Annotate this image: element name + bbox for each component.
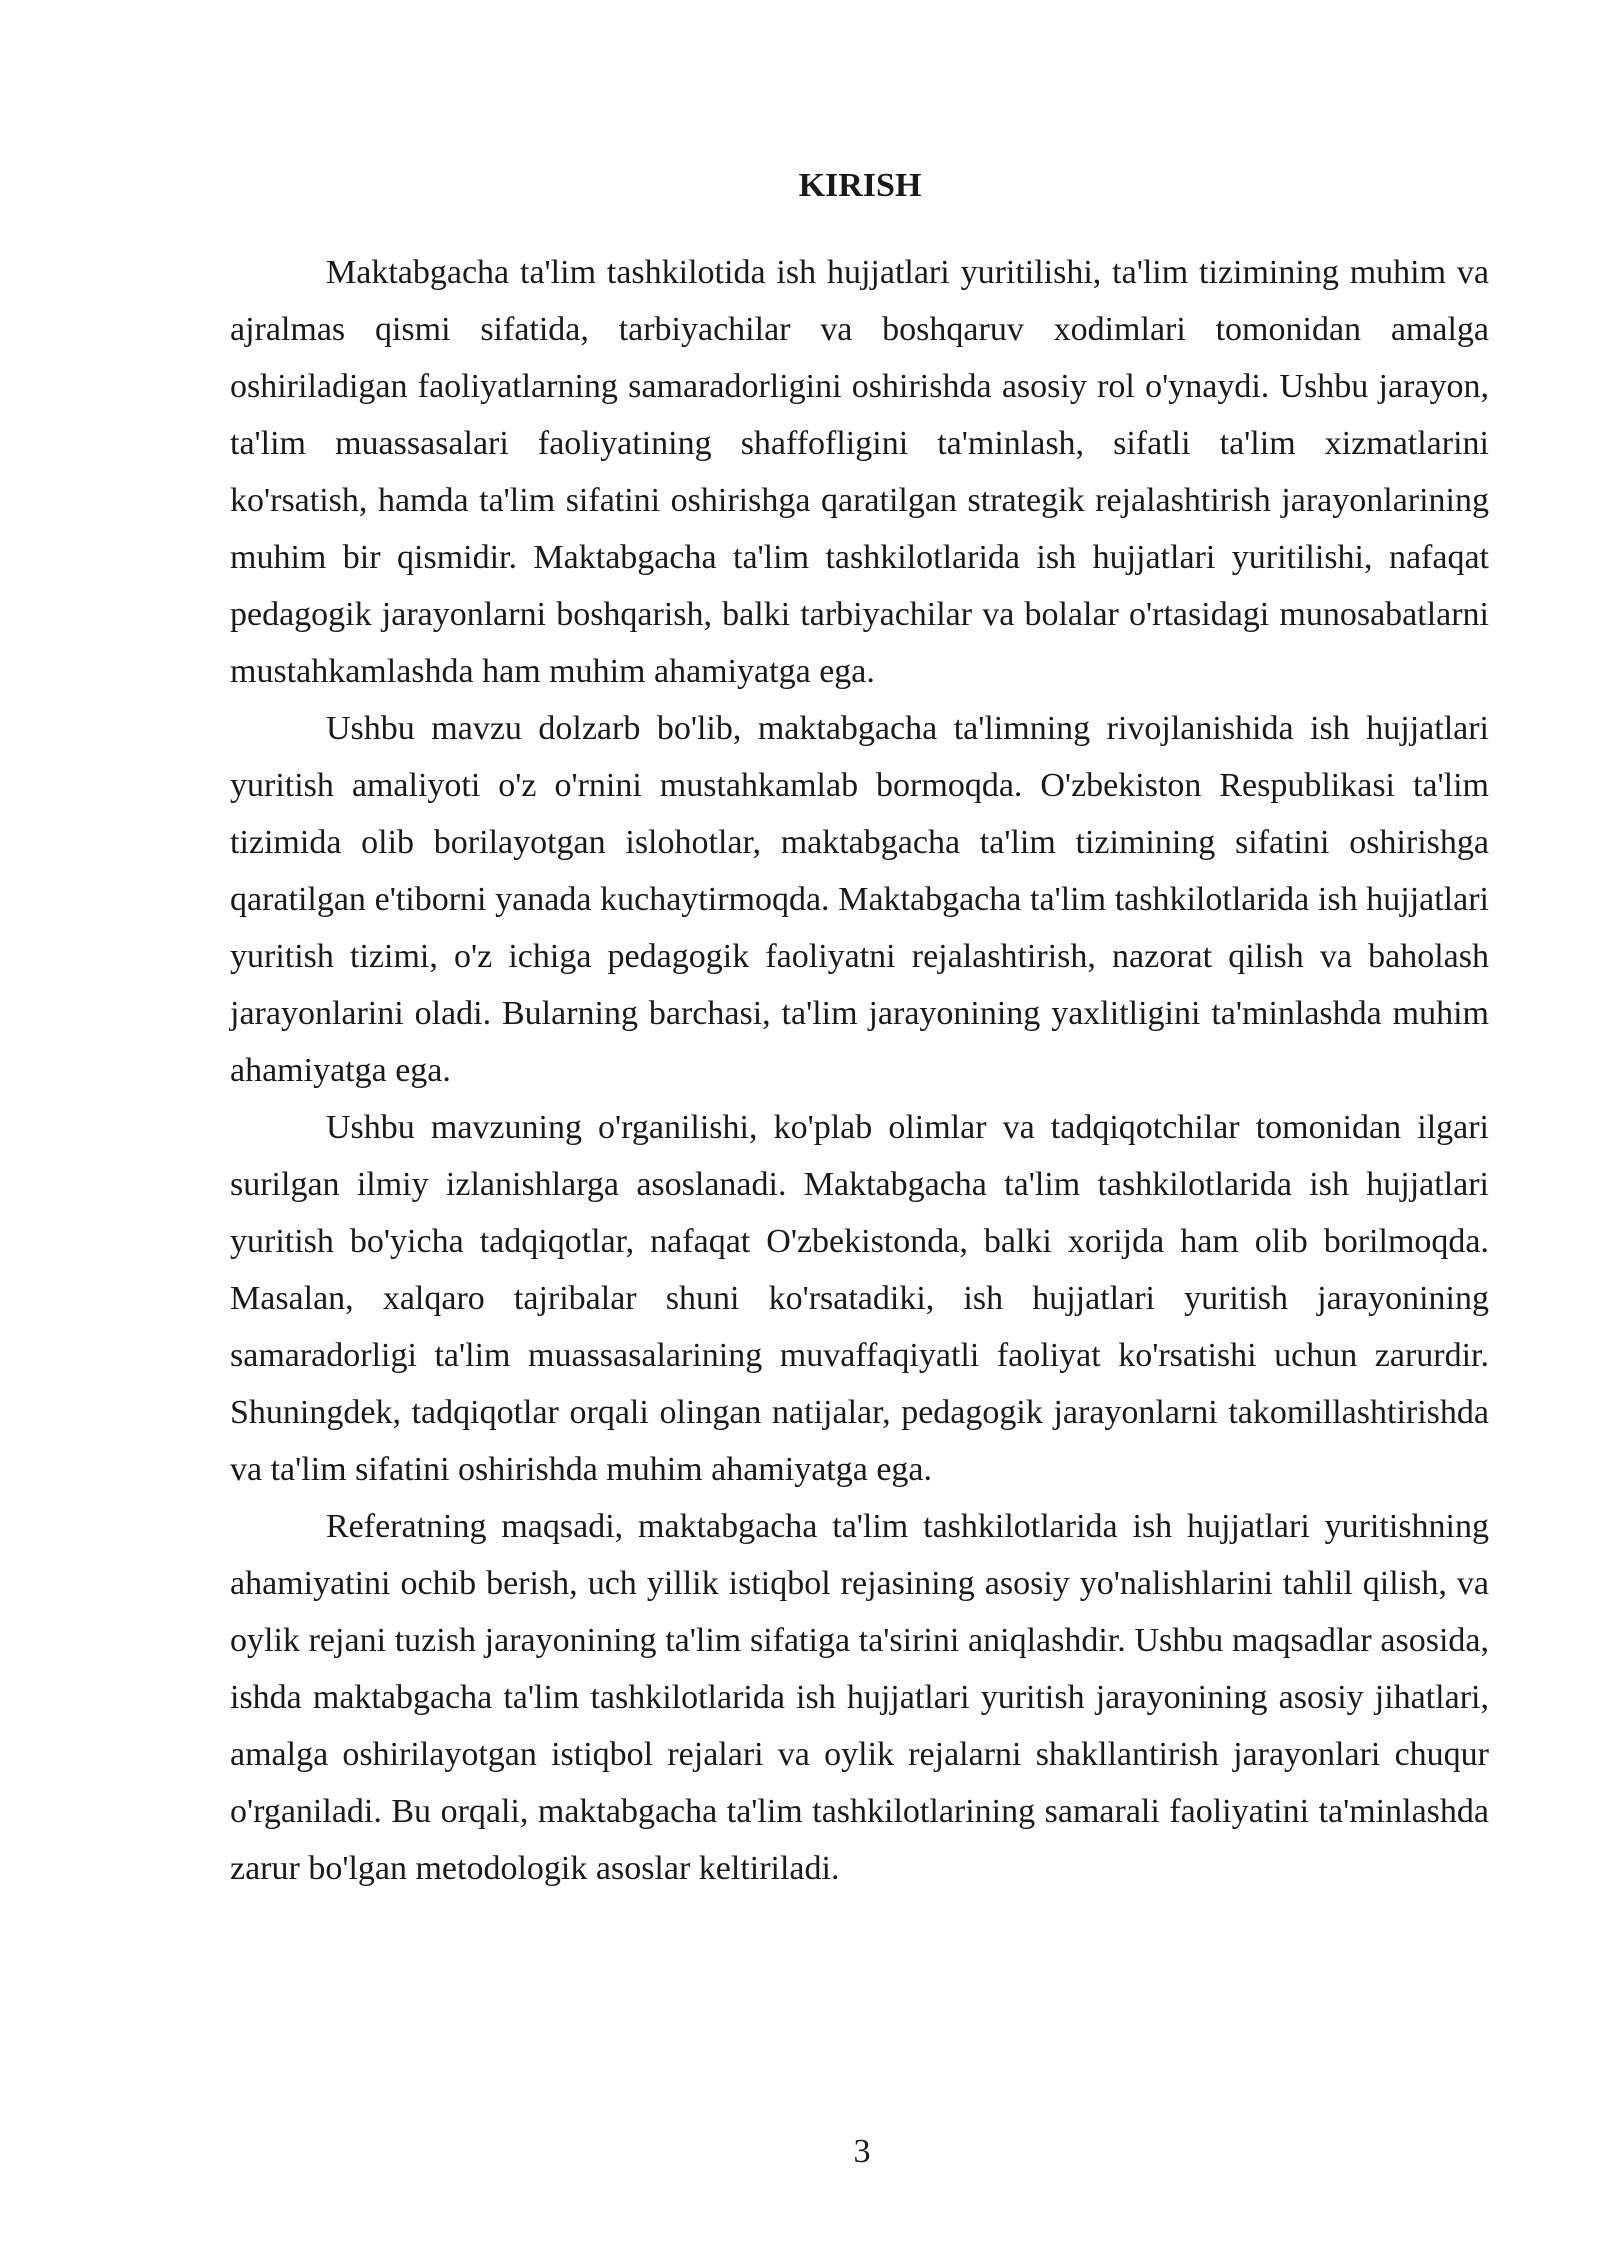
paragraph-1: Maktabgacha ta'lim tashkilotida ish hujjatlari yuritilishi, ta'lim tizimining muhim va ajralmas qismi sifatida, tarbiyachilar va boshqaruv xodimlari tomonidan amalga oshiriladigan faoliyatlarning samaradorligini oshirishda asosiy rol o'ynaydi. Ushbu jarayon, ta'lim muassasalari faoliyatining shaffofligini ta'minlash, sifatli ta'lim xizmatlarini ko'rsatish, hamda ta'lim sifatini oshirishga qaratilgan strategik rejalashtirish jarayonlarining muhim bir qismidir. Maktabgacha ta'lim tashkilotlarida ish hujjatlari yuritilishi, nafaqat pedagogik jarayonlarni boshqarish, balki tarbiyachilar va bolalar o'rtasidagi munosabatlarni mustahkamlashda ham muhim ahamiyatga ega. [230, 254, 1489, 690]
page-title: KIRISH [798, 167, 922, 204]
paragraph-4: Referatning maqsadi, maktabgacha ta'lim tashkilotlarida ish hujjatlari yuritishning ahamiyatini ochib berish, uch yillik istiqbol rejasining asosiy yo'nalishlarini tahlil qilish, va oylik rejani tuzish jarayonining ta'lim sifatiga ta'sirini aniqlashdir. Ushbu maqsadlar asosida, ishda maktabgacha ta'lim tashkilotlarida ish hujjatlari yuritish jarayonining asosiy jihatlari, amalga oshirilayotgan istiqbol rejalari va oylik rejalarni shakllantirish jarayonlari chuqur o'rganiladi. Bu orqali, maktabgacha ta'lim tashkilotlarining samarali faoliyatini ta'minlashda zarur bo'lgan metodologik asoslar keltiriladi. [230, 1508, 1489, 1887]
paragraph-3: Ushbu mavzuning o'rganilishi, ko'plab olimlar va tadqiqotchilar tomonidan ilgari surilgan ilmiy izlanishlarga asoslanadi. Maktabgacha ta'lim tashkilotlarida ish hujjatlari yuritish bo'yicha tadqiqotlar, nafaqat O'zbekistonda, balki xorijda ham olib borilmoqda. Masalan, xalqaro tajribalar shuni ko'rsatadiki, ish hujjatlari yuritish jarayonining samaradorligi ta'lim muassasalarining muvaffaqiyatli faoliyat ko'rsatishi uchun zarurdir. Shuningdek, tadqiqotlar orqali olingan natijalar, pedagogik jarayonlarni takomillashtirishda va ta'lim sifatini oshirishda muhim ahamiyatga ega. [230, 1109, 1489, 1488]
document-body [230, 244, 1489, 1897]
page-number: 3 [853, 2133, 871, 2170]
paragraph-2: Ushbu mavzu dolzarb bo'lib, maktabgacha ta'limning rivojlanishida ish hujjatlari yuritish amaliyoti o'z o'rnini mustahkamlab bormoqda. O'zbekiston Respublikasi ta'lim tizimida olib borilayotgan islohotlar, maktabgacha ta'lim tizimining sifatini oshirishga qaratilgan e'tiborni yanada kuchaytirmoqda. Maktabgacha ta'lim tashkilotlarida ish hujjatlari yuritish tizimi, o'z ichiga pedagogik faoliyatni rejalashtirish, nazorat qilish va baholash jarayonlarini oladi. Bularning barchasi, ta'lim jarayonining yaxlitligini ta'minlashda muhim ahamiyatga ega. [230, 710, 1489, 1089]
